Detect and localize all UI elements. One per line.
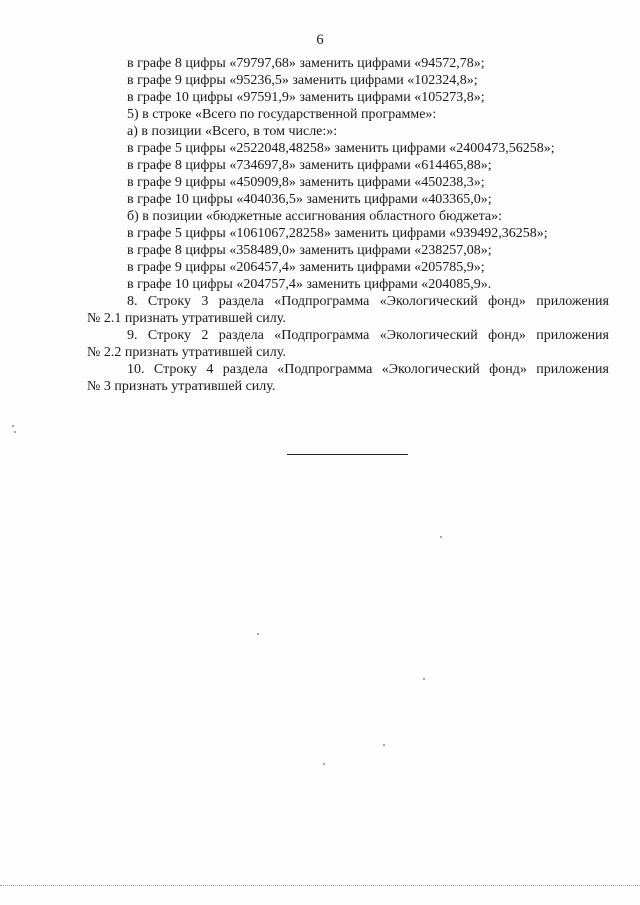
amendment-line: в графе 9 цифры «95236,5» заменить цифрами «102324,8»; — [127, 73, 478, 88]
scan-speck — [12, 425, 14, 427]
subsection-heading-line: б) в позиции «бюджетные ассигнования областного бюджета»: — [127, 209, 503, 224]
amendment-line: в графе 10 цифры «404036,5» заменить цифрами «403365,0»; — [127, 192, 492, 207]
paragraph-first-line: 8. Строку 3 раздела «Подпрограмма «Экологический фонд» приложения — [127, 294, 609, 309]
amendment-line: в графе 8 цифры «79797,68» заменить цифрами «94572,78»; — [127, 56, 485, 71]
subsection-heading-line: а) в позиции «Всего, в том числе:»: — [127, 124, 338, 139]
amendment-line: в графе 5 цифры «2522048,48258» заменить цифрами «2400473,56258»; — [127, 141, 555, 156]
end-of-text-rule — [287, 454, 408, 455]
paragraph-continuation-line: № 2.2 признать утратившей силу. — [87, 345, 286, 360]
scan-speck — [383, 744, 385, 746]
paragraph-continuation-line: № 2.1 признать утратившей силу. — [87, 311, 286, 326]
paragraph-item-9 — [87, 327, 609, 361]
scan-speck — [14, 431, 16, 433]
scan-speck — [440, 536, 442, 538]
amendment-line: в графе 9 цифры «450909,8» заменить цифрами «450238,3»; — [127, 175, 485, 190]
amendment-line: в графе 8 цифры «358489,0» заменить цифрами «238257,08»; — [127, 243, 492, 258]
scan-speck — [323, 763, 325, 765]
paragraph-item-10 — [87, 361, 609, 395]
document-body — [87, 55, 609, 395]
paragraph-first-line: 10. Строку 4 раздела «Подпрограмма «Экологический фонд» приложения — [127, 362, 609, 377]
paragraph-continuation-line: № 3 признать утратившей силу. — [87, 379, 276, 394]
scan-speck — [423, 678, 425, 680]
scan-edge-artifact — [0, 885, 640, 886]
amendment-line: в графе 10 цифры «204757,4» заменить цифрами «204085,9». — [127, 277, 492, 292]
amendment-line: в графе 5 цифры «1061067,28258» заменить цифрами «939492,36258»; — [127, 226, 548, 241]
paragraph-first-line: 9. Строку 2 раздела «Подпрограмма «Экологический фонд» приложения — [127, 328, 609, 343]
amendment-line: в графе 10 цифры «97591,9» заменить цифрами «105273,8»; — [127, 90, 485, 105]
amendment-line: в графе 8 цифры «734697,8» заменить цифрами «614465,88»; — [127, 158, 492, 173]
section-heading-line: 5) в строке «Всего по государственной программе»: — [127, 107, 437, 122]
amendment-line: в графе 9 цифры «206457,4» заменить цифрами «205785,9»; — [127, 260, 485, 275]
scan-speck — [257, 633, 259, 635]
page-number: 6 — [316, 32, 324, 48]
paragraph-item-8 — [87, 293, 609, 327]
